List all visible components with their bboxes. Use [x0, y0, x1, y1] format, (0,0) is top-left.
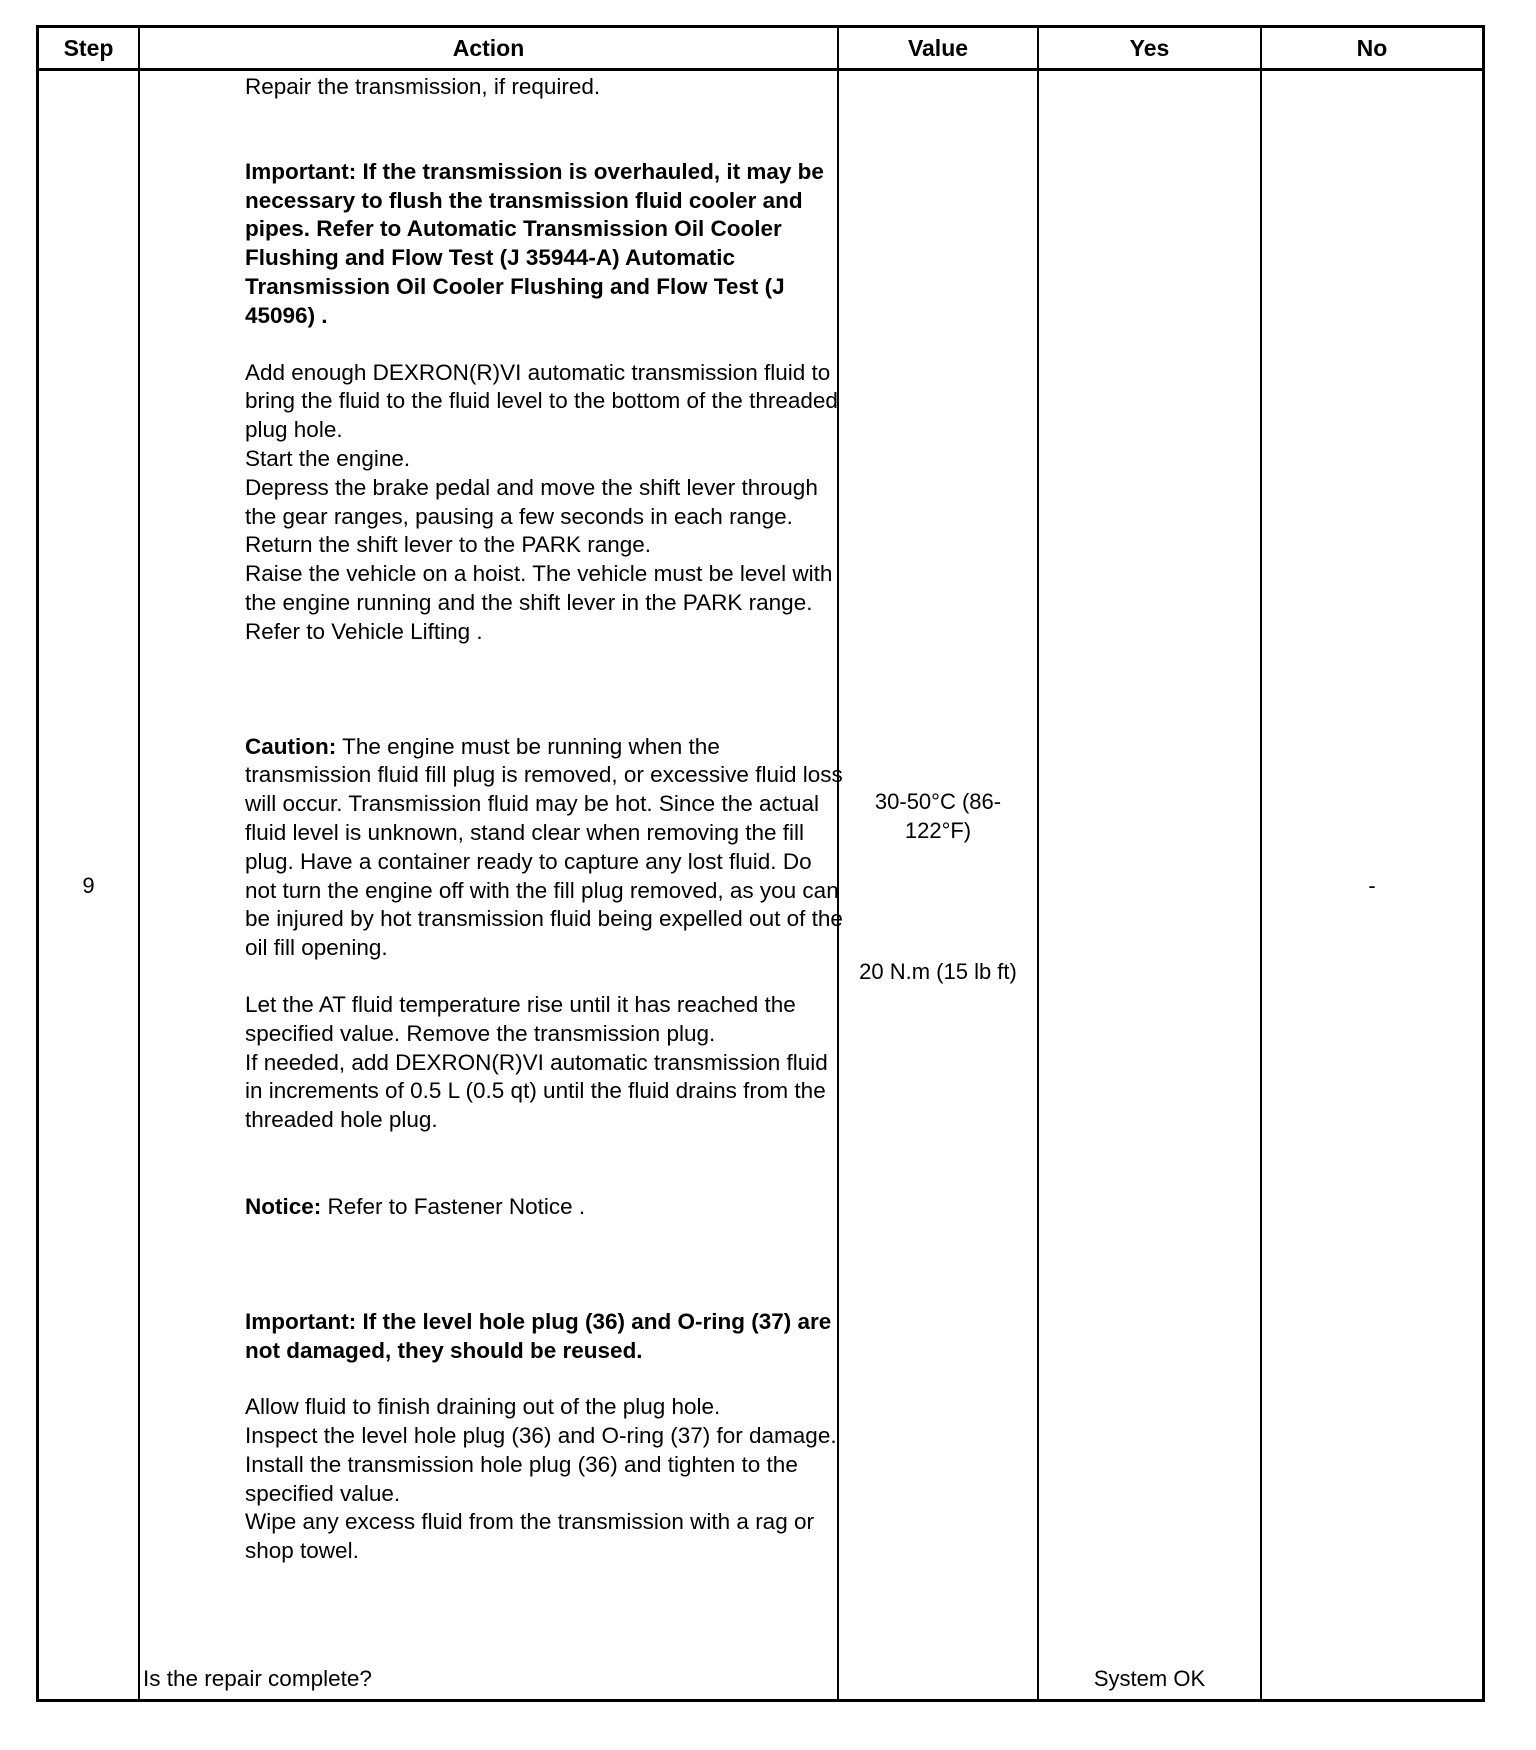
action-text	[245, 73, 845, 1566]
action-paragraph: Let the AT fluid temperature rise until it has reached the specified value. Remove the transmission plug.	[245, 991, 796, 1046]
column-divider	[1260, 28, 1262, 1699]
action-paragraph: Allow fluid to finish draining out of the plug hole.	[245, 1394, 721, 1420]
diagnostic-table	[36, 25, 1485, 1702]
header-divider	[39, 68, 1482, 71]
no-result: -	[1368, 873, 1376, 898]
column-divider	[1037, 28, 1039, 1699]
header-step: Step	[63, 34, 114, 61]
action-paragraph: Inspect the level hole plug (36) and O-ring (37) for damage. Install the transmission hole plug (36) and tighten to the specified value.	[245, 1423, 837, 1506]
repair-question: Is the repair complete?	[143, 1666, 372, 1691]
action-paragraph: Raise the vehicle on a hoist. The vehicle must be level with the engine running and the shift lever in the PARK range. Refer to Vehicle Lifting .	[245, 561, 833, 644]
action-paragraph: If needed, add DEXRON(R)VI automatic transmission fluid in increments of 0.5 L (0.5 qt) until the fluid drains from the threaded hole plug.	[245, 1049, 828, 1133]
action-paragraph: Depress the brake pedal and move the shift lever through the gear ranges, pausing a few seconds in each range. Return the shift lever to the PARK range.	[245, 474, 818, 558]
step-number: 9	[82, 873, 95, 898]
header-yes: Yes	[1129, 34, 1170, 61]
important-note: Important: If the level hole plug (36) and O-ring (37) are not damaged, they should be reused.	[245, 1308, 832, 1363]
action-paragraph: Start the engine.	[245, 445, 411, 471]
torque-value: 20 N.m (15 lb ft)	[859, 959, 1017, 984]
header-value: Value	[907, 34, 969, 61]
action-paragraph: Wipe any excess fluid from the transmission with a rag or shop towel.	[245, 1509, 814, 1564]
header-no: No	[1356, 34, 1388, 61]
action-paragraph: Add enough DEXRON(R)VI automatic transmission fluid to bring the fluid to the fluid level to the bottom of the threaded plug hole.	[245, 359, 838, 443]
column-divider	[138, 28, 140, 1699]
caution-note: Caution: The engine must be running when the transmission fluid fill plug is removed, or excessive fluid loss will occur. Transmission fluid may be hot. Since the actual fluid level is unknown, stand clear when removing the fill plug. Have a container ready to capture any lost fluid. Do not turn the engine off with the fill plug removed, as you can be injured by hot transmission fluid being expelled out of the oil fill opening.	[245, 733, 843, 961]
header-action: Action	[452, 34, 525, 61]
yes-result: System OK	[1093, 1666, 1206, 1691]
action-paragraph: Repair the transmission, if required.	[245, 74, 601, 99]
important-note: Important: If the transmission is overhauled, it may be necessary to flush the transmission fluid cooler and pipes. Refer to Automatic Transmission Oil Cooler Flushing and Flow Test (J 35944-A) Automatic Transmission Oil Cooler Flushing and Flow Test (J 45096) .	[245, 158, 824, 328]
temperature-value: 30-50°C (86-122°F)	[874, 789, 1002, 843]
notice-note: Notice: Refer to Fastener Notice .	[245, 1193, 586, 1219]
